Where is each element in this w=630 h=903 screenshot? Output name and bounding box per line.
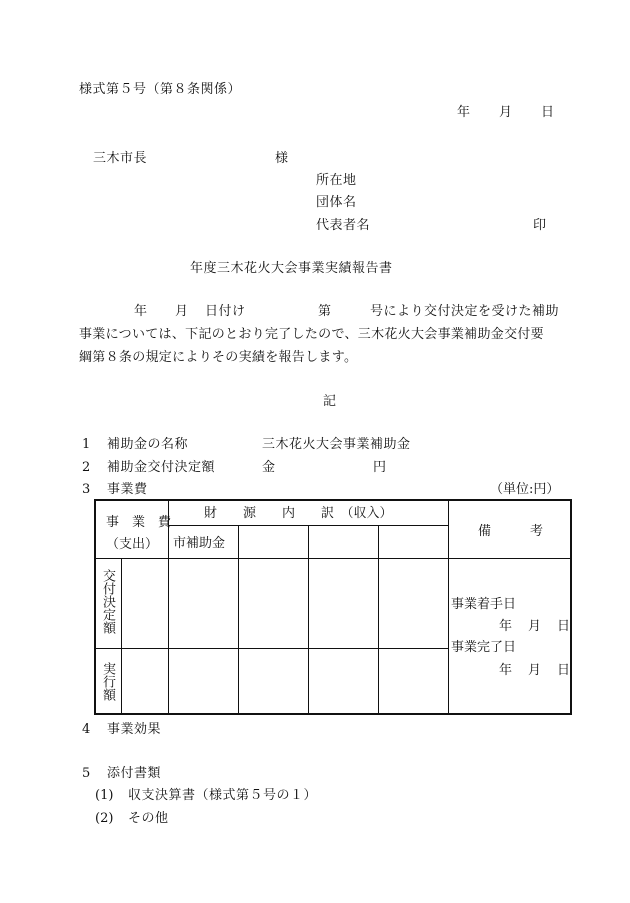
attachment-2-number: (2) — [95, 811, 114, 826]
location-label: 所在地 — [316, 173, 357, 188]
item-2-unit: 円 — [373, 460, 387, 475]
body-line1-rest: 号により交付決定を受けた補助 — [370, 304, 560, 319]
table-divider — [448, 501, 449, 713]
representative-label: 代表者名 — [316, 218, 371, 233]
item-1-number: 1 — [82, 437, 91, 452]
attachment-1-text: 収支決算書（様式第５号の１） — [128, 788, 318, 803]
body-month: 月 — [175, 304, 189, 319]
table-divider — [378, 525, 379, 713]
date-year-label: 年 — [457, 105, 471, 120]
table-divider — [96, 558, 570, 559]
seal-mark: 印 — [533, 218, 547, 233]
item-2-label: 補助金交付決定額 — [107, 460, 216, 475]
table-divider — [168, 525, 448, 526]
header-cost-sub: （支出） — [106, 537, 159, 552]
form-number: 様式第５号（第８条関係） — [79, 82, 242, 97]
row-label-decision: 交付決定額 — [100, 569, 115, 634]
organization-label: 団体名 — [316, 195, 357, 210]
table-divider — [308, 525, 309, 713]
remarks-end-month: 月 — [528, 663, 542, 678]
date-month-label: 月 — [499, 105, 513, 120]
remarks-start-label: 事業着手日 — [451, 597, 517, 612]
expense-table — [94, 499, 572, 715]
table-divider — [168, 501, 169, 713]
attachment-2-text: その他 — [128, 811, 169, 826]
item-3-label: 事業費 — [107, 482, 148, 497]
item-1-label: 補助金の名称 — [107, 437, 189, 452]
remarks-start-year: 年 — [499, 619, 513, 634]
date-day-label: 日 — [541, 105, 555, 120]
remarks-end-year: 年 — [499, 663, 513, 678]
remarks-end-label: 事業完了日 — [451, 640, 517, 655]
header-source: 財 源 内 訳 （収入） — [204, 506, 393, 521]
body-day: 日付け — [205, 304, 246, 319]
item-5-number: 5 — [82, 766, 91, 781]
body-line2: 事業については、下記のとおり完了したので、三木花火大会事業補助金交付要 — [79, 327, 544, 342]
ki-heading: 記 — [323, 394, 337, 409]
item-5-label: 添付書類 — [107, 766, 162, 781]
addressee-honorific: 様 — [275, 151, 289, 166]
remarks-start-month: 月 — [528, 619, 542, 634]
body-dai: 第 — [318, 304, 332, 319]
report-title: 年度三木花火大会事業実績報告書 — [190, 261, 393, 276]
item-2-number: 2 — [82, 460, 91, 475]
header-remarks: 備 考 — [478, 524, 544, 539]
item-4-number: 4 — [82, 722, 91, 737]
row-label-actual: 実行額 — [100, 662, 115, 701]
remarks-end-day: 日 — [557, 663, 571, 678]
item-2-value: 金 — [262, 460, 276, 475]
table-divider — [121, 558, 122, 713]
table-divider — [96, 648, 448, 649]
body-year: 年 — [134, 304, 148, 319]
attachment-1-number: (1) — [95, 788, 114, 803]
item-4-label: 事業効果 — [107, 722, 162, 737]
addressee-title: 三木市長 — [93, 151, 148, 166]
item-1-value: 三木花火大会事業補助金 — [262, 437, 411, 452]
body-line3: 綱第８条の規定によりその実績を報告します。 — [79, 350, 358, 365]
header-city-subsidy: 市補助金 — [173, 536, 226, 551]
unit-note: （単位:円） — [490, 482, 560, 497]
remarks-start-day: 日 — [557, 619, 571, 634]
item-3-number: 3 — [82, 482, 91, 497]
header-cost: 事 業 費 — [106, 515, 172, 530]
table-divider — [238, 525, 239, 713]
